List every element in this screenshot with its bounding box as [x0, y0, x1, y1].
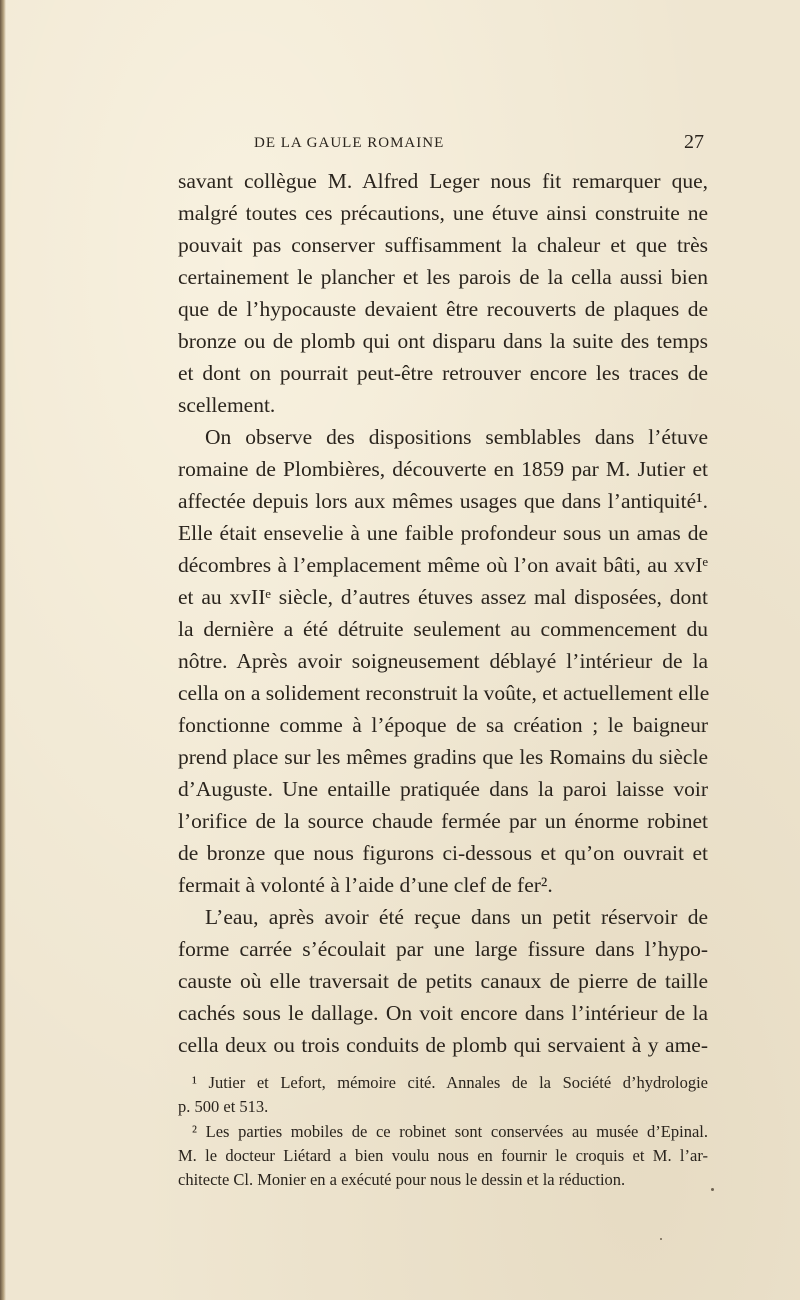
text-line: l’orifice de la source chaude fermée par un énorme robinet [178, 809, 708, 833]
page-binding-edge [0, 0, 6, 1300]
paper-speck [711, 1188, 714, 1191]
text-line: bronze ou de plomb qui ont disparu dans la suite des temps [178, 329, 708, 353]
text-line: cachés sous le dallage. On voit encore dans l’intérieur de la [178, 1001, 708, 1025]
text-line: de bronze que nous figurons ci-dessous et qu’on ouvrait et [178, 841, 708, 865]
text-line: causte où elle traversait de petits canaux de pierre de taille [178, 969, 708, 993]
text-line: certainement le plancher et les parois de la cella aussi bien [178, 265, 708, 289]
footnote-line: chitecte Cl. Monier en a exécuté pour nous le dessin et la réduction. [178, 1170, 626, 1189]
footnote-line: M. le docteur Liétard a bien voulu nous en fournir le croquis et M. l’ar- [178, 1146, 708, 1165]
text-line: la dernière a été détruite seulement au commencement du [178, 617, 708, 641]
text-line: forme carrée s’écoulait par une large fissure dans l’hypo- [178, 937, 708, 961]
text-line: Elle était ensevelie à une faible profondeur sous un amas de [178, 521, 708, 545]
text-line: décombres à l’emplacement même où l’on avait bâti, au xvIᵉ [178, 553, 708, 577]
text-line: romaine de Plombières, découverte en 1859 par M. Jutier et [178, 457, 708, 481]
text-line: et au xvIIᵉ siècle, d’autres étuves assez mal disposées, dont [178, 585, 708, 609]
footnote-line: p. 500 et 513. [178, 1097, 269, 1116]
text-line: d’Auguste. Une entaille pratiquée dans la paroi laisse voir [178, 777, 708, 801]
text-line: que de l’hypocauste devaient être recouverts de plaques de [178, 297, 708, 321]
footnote-line: ¹ Jutier et Lefort, mémoire cité. Annales de la Société d’hydrologie [192, 1073, 708, 1092]
text-line: cella deux ou trois conduits de plomb qui servaient à y ame- [178, 1033, 708, 1057]
text-line: fermait à volonté à l’aide d’une clef de fer². [178, 873, 553, 897]
text-line: pouvait pas conserver suffisamment la chaleur et que très [178, 233, 708, 257]
text-line: prend place sur les mêmes gradins que les Romains du siècle [178, 745, 708, 769]
text-line: scellement. [178, 393, 276, 417]
text-line: malgré toutes ces précautions, une étuve ainsi construite ne [178, 201, 708, 225]
text-line: L’eau, après avoir été reçue dans un petit réservoir de [205, 905, 708, 929]
text-line: fonctionne comme à l’époque de sa création ; le baigneur [178, 713, 708, 737]
text-line: savant collègue M. Alfred Leger nous fit remarquer que, [178, 169, 708, 193]
page-number: 27 [684, 131, 704, 153]
text-line: cella on a solidement reconstruit la voûte, et actuellement elle [178, 681, 710, 705]
paper-speck [660, 1238, 662, 1240]
running-title: DE LA GAULE ROMAINE [254, 135, 445, 151]
text-line: On observe des dispositions semblables dans l’étuve [205, 425, 708, 449]
text-line: nôtre. Après avoir soigneusement déblayé l’intérieur de la [178, 649, 708, 673]
running-header [214, 133, 704, 157]
footnote-line: ² Les parties mobiles de ce robinet sont conservées au musée d’Epinal. [192, 1122, 708, 1141]
text-line: et dont on pourrait peut-être retrouver encore les traces de [178, 361, 708, 385]
text-line: affectée depuis lors aux mêmes usages que dans l’antiquité¹. [178, 489, 708, 513]
